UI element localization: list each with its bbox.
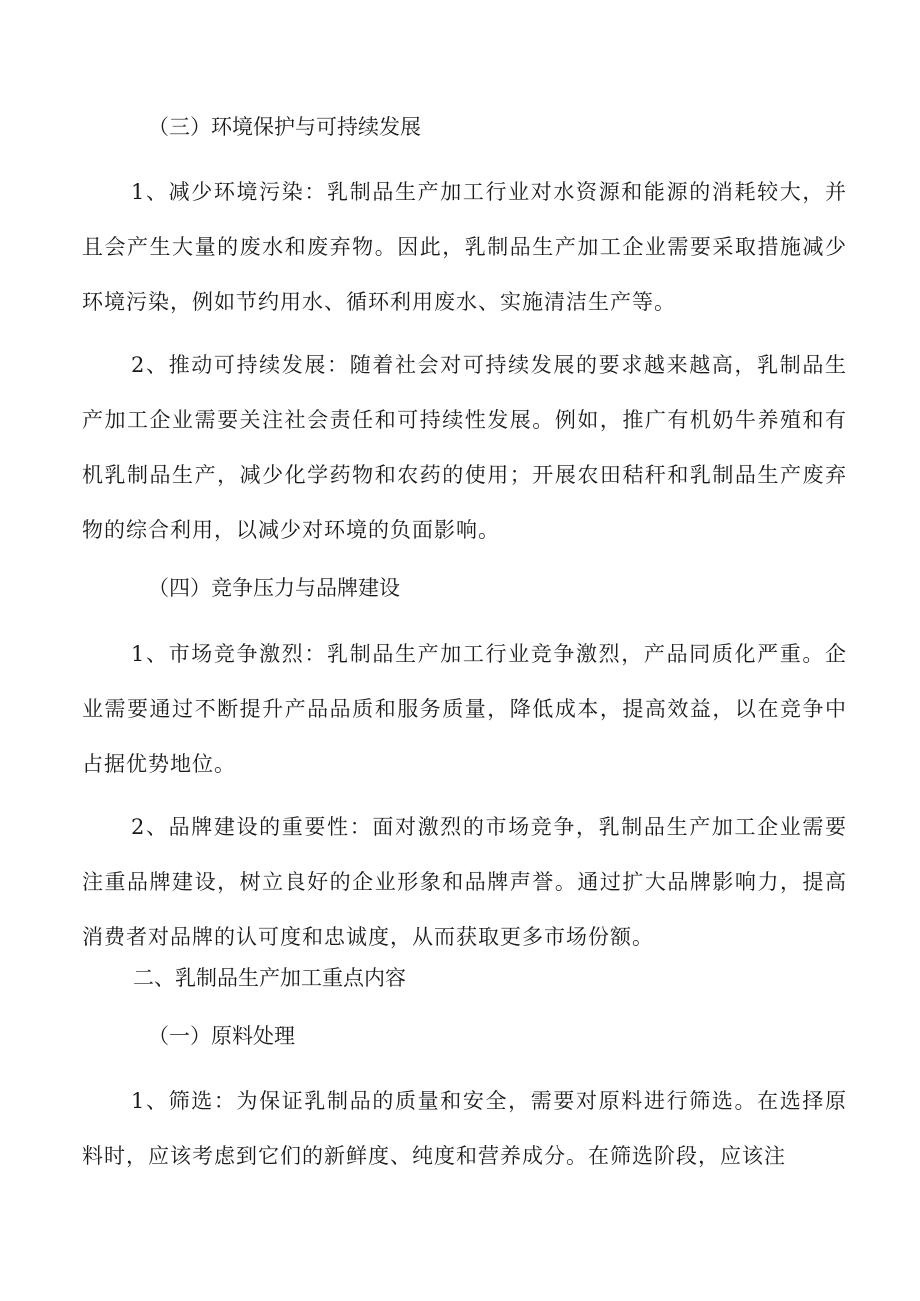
section-heading-competition: （四）竞争压力与品牌建设 <box>148 576 400 600</box>
paragraph-reduce-pollution: 1、减少环境污染：乳制品生产加工行业对水资源和能源的消耗较大，并且会产生大量的废水和废弃物。因此，乳制品生产加工企业需要采取措施减少环境污染，例如节约用水、循环利用废水、实施清洁生产等。 <box>82 180 847 314</box>
paragraph-brand-building: 2、品牌建设的重要性：面对激烈的市场竞争，乳制品生产加工企业需要注重品牌建设，树立良好的企业形象和品牌声誉。通过扩大品牌影响力，提高消费者对品牌的认可度和忠诚度，从而获取更多市场份额。 <box>82 815 847 949</box>
chapter-heading-key-content: 二、乳制品生产加工重点内容 <box>133 966 406 990</box>
paragraph-market-competition: 1、市场竞争激烈：乳制品生产加工行业竞争激烈，产品同质化严重。企业需要通过不断提升产品品质和服务质量，降低成本，提高效益，以在竞争中占据优势地位。 <box>82 642 847 776</box>
section-heading-environment: （三）环境保护与可持续发展 <box>148 115 421 139</box>
paragraph-sustainable-development: 2、推动可持续发展：随着社会对可持续发展的要求越来越高，乳制品生产加工企业需要关注社会责任和可持续性发展。例如，推广有机奶牛养殖和有机乳制品生产，减少化学药物和农药的使用；开展农田秸秆和乳制品生产废弃物的综合利用，以减少对环境的负面影响。 <box>82 353 847 542</box>
section-heading-raw-material: （一）原料处理 <box>148 1024 295 1048</box>
paragraph-screening: 1、筛选：为保证乳制品的质量和安全，需要对原料进行筛选。在选择原料时，应该考虑到它们的新鲜度、纯度和营养成分。在筛选阶段，应该注 <box>82 1089 847 1168</box>
